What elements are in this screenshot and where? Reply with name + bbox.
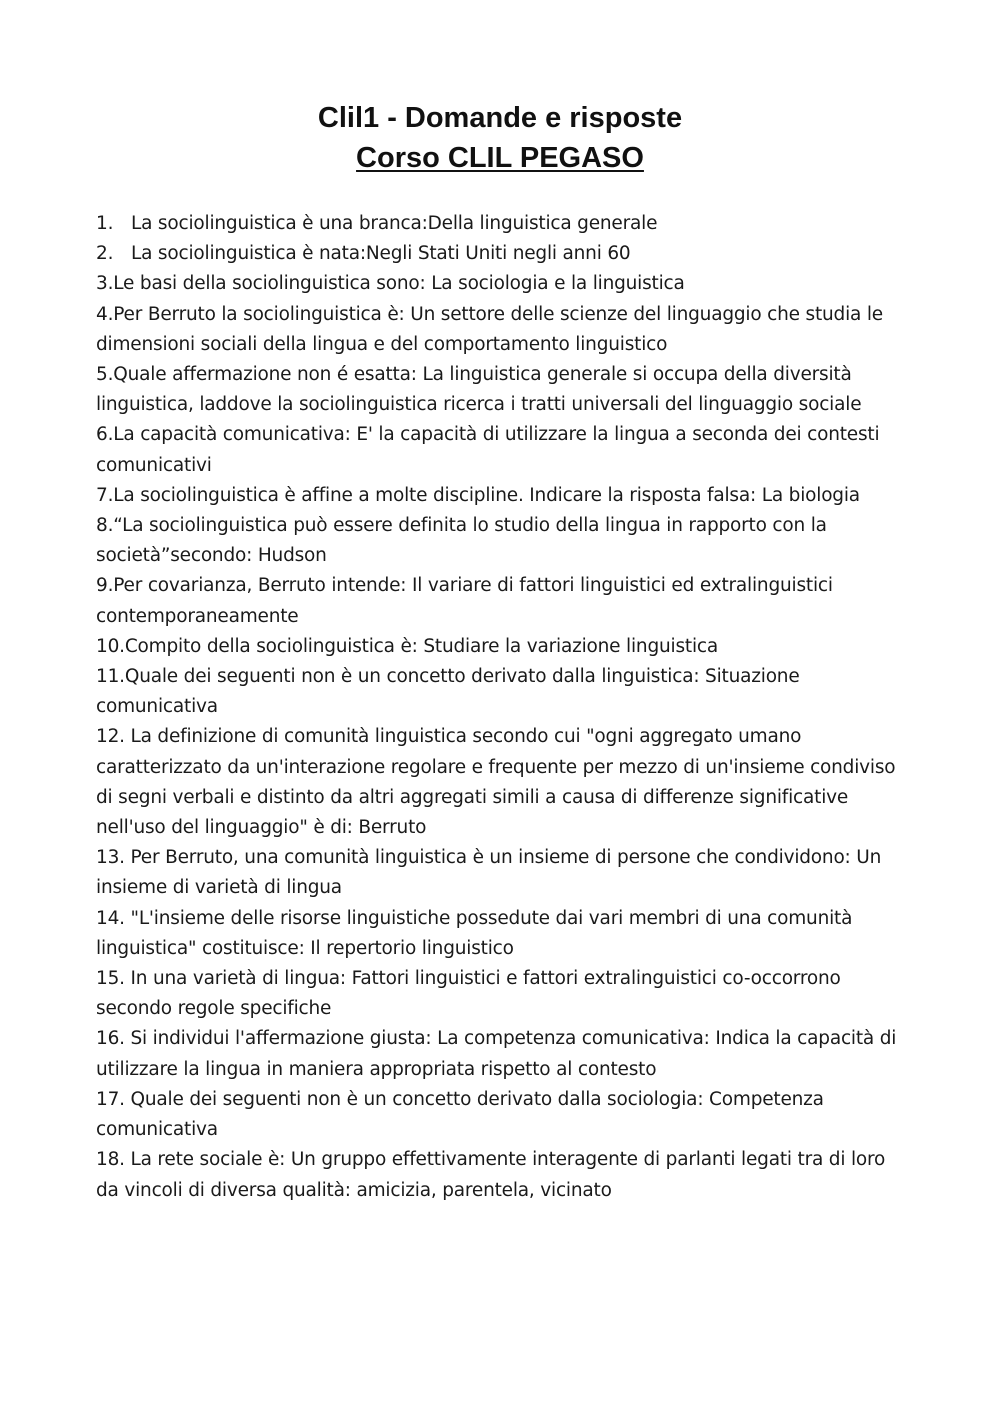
- item-text: Quale dei seguenti non è un concetto derivato dalla sociologia: Competenza comunicativa: [96, 1088, 824, 1141]
- list-item: [96, 964, 911, 1024]
- item-text: Si individui l'affermazione giusta: La competenza comunicativa: Indica la capacità di utilizzare la lingua in maniera appropriata rispetto al contesto: [96, 1028, 897, 1080]
- item-text: Quale dei seguenti non è un concetto derivato dalla linguistica: Situazione comunicativa: [96, 666, 800, 718]
- item-number: 17.: [96, 1088, 125, 1110]
- document-subtitle: Corso CLIL PEGASO: [356, 142, 644, 174]
- list-item: [96, 209, 911, 239]
- item-number: 7.: [96, 484, 114, 506]
- item-text: Le basi della sociolinguistica sono: La sociologia e la linguistica: [113, 273, 685, 295]
- item-number: 6.: [96, 424, 114, 446]
- list-item: [96, 571, 911, 631]
- item-number: 15.: [96, 968, 125, 990]
- list-item: [96, 300, 911, 360]
- list-item: [96, 481, 911, 511]
- item-text: La capacità comunicativa: E' la capacità di utilizzare la lingua a seconda dei contesti comunicativi: [96, 424, 880, 476]
- item-text: In una varietà di lingua: Fattori linguistici e fattori extralinguistici co-occorrono secondo regole specifiche: [96, 968, 841, 1020]
- item-number: 18.: [96, 1149, 125, 1171]
- list-item: [96, 1085, 911, 1145]
- item-text: Quale affermazione non é esatta: La linguistica generale si occupa della diversità linguistica, laddove la sociolinguistica ricerca i tratti universali del linguaggio sociale: [96, 364, 862, 416]
- item-number: 1.: [96, 213, 114, 234]
- item-text: La rete sociale è: Un gruppo effettivamente interagente di parlanti legati tra di loro da vincoli di diversa qualità: amicizia, parentela, vicinato: [96, 1149, 886, 1201]
- item-number: 2.: [96, 243, 114, 265]
- list-item: [96, 239, 911, 269]
- item-number: 3.: [96, 273, 114, 295]
- list-item: [96, 1145, 911, 1205]
- list-item: [96, 511, 911, 571]
- list-item: [96, 360, 911, 420]
- item-number: 9.: [96, 575, 114, 597]
- item-number: 13.: [96, 847, 125, 869]
- item-number: 14.: [96, 907, 125, 929]
- item-text: La sociolinguistica è affine a molte discipline. Indicare la risposta falsa: La biologia: [113, 484, 860, 506]
- item-text: “La sociolinguistica può essere definita lo studio della lingua in rapporto con la società”secondo: Hudson: [96, 515, 827, 567]
- item-number: 12.: [96, 726, 125, 748]
- item-number: 11.: [96, 666, 125, 688]
- item-text: La definizione di comunità linguistica secondo cui "ogni aggregato umano caratterizzato da un'interazione regolare e frequente per mezzo di un'insieme condiviso di segni verbali e distinto da altri aggregati simili a causa di differenze significative nell'uso del linguaggio" è di: Berruto: [96, 726, 896, 839]
- list-item: [96, 632, 911, 662]
- list-item: [96, 269, 911, 299]
- question-answer-list: [96, 209, 911, 1206]
- list-item: [96, 843, 911, 903]
- item-number: 16.: [96, 1028, 125, 1050]
- item-text: Per covarianza, Berruto intende: Il variare di fattori linguistici ed extralinguistici contemporaneamente: [96, 575, 833, 627]
- list-item: [96, 904, 911, 964]
- item-text: Per Berruto, una comunità linguistica è un insieme di persone che condividono: Un insieme di varietà di lingua: [96, 847, 882, 899]
- item-text: La sociolinguistica è nata:Negli Stati Uniti negli anni 60: [131, 243, 631, 265]
- title-block: [0, 98, 1000, 178]
- item-number: 4.: [96, 303, 114, 325]
- list-item: [96, 420, 911, 480]
- item-text: "L'insieme delle risorse linguistiche possedute dai vari membri di una comunità linguistica" costituisce: Il repertorio linguistico: [96, 907, 853, 959]
- item-number: 8.: [96, 515, 114, 537]
- item-text: Compito della sociolinguistica è: Studiare la variazione linguistica: [124, 635, 718, 657]
- document-title: Clil1 - Domande e risposte: [317, 102, 683, 134]
- list-item: [96, 1024, 911, 1084]
- list-item: [96, 662, 911, 722]
- item-text: La sociolinguistica è una branca:Della linguistica generale: [131, 213, 658, 234]
- item-number: 5.: [96, 364, 114, 386]
- item-number: 10.: [96, 635, 125, 657]
- list-item: [96, 722, 911, 843]
- item-text: Per Berruto la sociolinguistica è: Un settore delle scienze del linguaggio che studia le dimensioni sociali della lingua e del comportamento linguistico: [96, 303, 883, 355]
